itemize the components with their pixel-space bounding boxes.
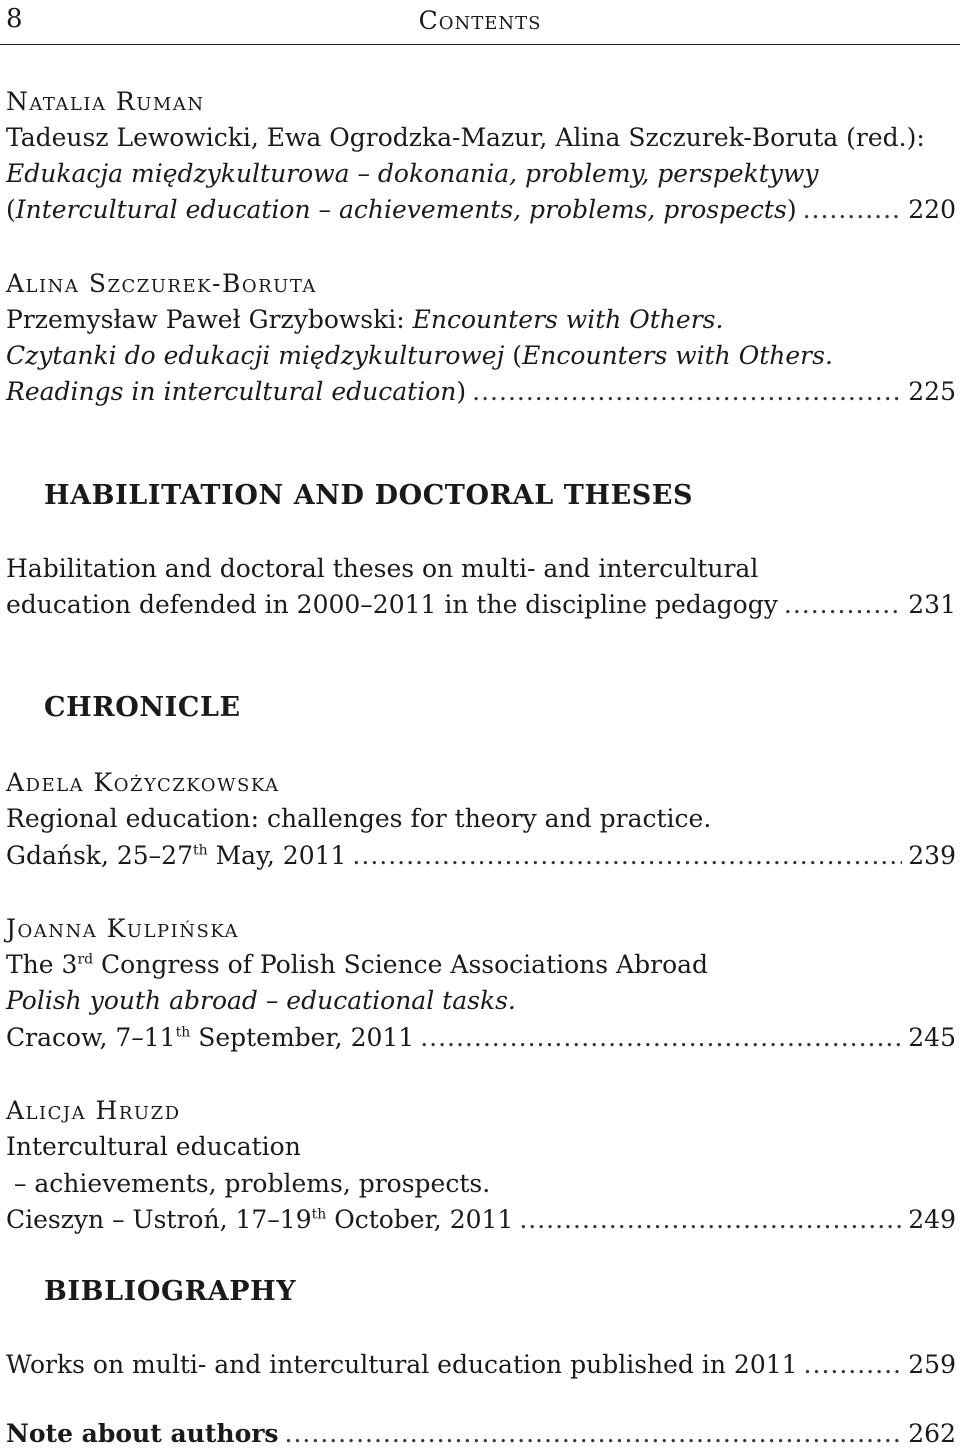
title-part: ( bbox=[504, 341, 523, 370]
translated-title: Intercultural education – achievements, problems, prospects bbox=[15, 195, 787, 224]
title-part: The 3 bbox=[6, 950, 78, 979]
toc-author: Adela Kożyczkowska bbox=[6, 768, 280, 797]
toc-title-text bbox=[6, 1020, 414, 1056]
running-head: Contents bbox=[418, 6, 542, 35]
toc-entry-last-line[interactable] bbox=[6, 192, 956, 228]
toc-title-line bbox=[6, 947, 956, 983]
page-ref: 262 bbox=[908, 1419, 956, 1448]
title-part: Cracow, 7–11 bbox=[6, 1023, 176, 1052]
dot-leader bbox=[804, 1347, 903, 1383]
section-heading-habilitation: HABILITATION AND DOCTORAL THESES bbox=[44, 480, 694, 511]
toc-title-text bbox=[6, 1202, 513, 1238]
ordinal-suffix: rd bbox=[77, 951, 94, 968]
title-part: Przemysław Paweł Grzybowski: bbox=[6, 305, 413, 334]
toc-title-line: Polish youth abroad – educational tasks. bbox=[6, 986, 516, 1015]
toc-title-line: Tadeusz Lewowicki, Ewa Ogrodzka-Mazur, Alina Szczurek-Boruta (red.): bbox=[6, 123, 925, 152]
title-part: Congress of Polish Science Associations Abroad bbox=[93, 950, 709, 979]
title-part: Czytanki do edukacji międzykulturowej bbox=[6, 341, 505, 370]
paren-close: ) bbox=[456, 377, 467, 406]
title-part: May, 2011 bbox=[207, 841, 347, 870]
ordinal-suffix: th bbox=[192, 842, 208, 859]
paren-open: ( bbox=[6, 195, 16, 224]
toc-entry-last-line[interactable] bbox=[6, 1347, 956, 1383]
toc-entry-last-line[interactable] bbox=[6, 374, 956, 410]
dot-leader bbox=[519, 1202, 902, 1238]
toc-author: Joanna Kulpińska bbox=[6, 914, 240, 943]
dot-leader bbox=[784, 587, 902, 623]
toc-entry-note-about-authors[interactable] bbox=[6, 1416, 956, 1452]
dot-leader bbox=[420, 1020, 902, 1056]
toc-author: Alina Szczurek-Boruta bbox=[6, 269, 317, 298]
header-rule bbox=[0, 44, 960, 45]
section-heading-chronicle: CHRONICLE bbox=[44, 692, 241, 723]
toc-title-line: Edukacja międzykulturowa – dokonania, problemy, perspektywy bbox=[6, 159, 819, 188]
dot-leader bbox=[803, 192, 903, 228]
page-ref: 231 bbox=[908, 590, 956, 619]
ordinal-suffix: th bbox=[311, 1206, 327, 1223]
toc-title-text bbox=[6, 374, 466, 410]
page-ref: 239 bbox=[908, 841, 956, 870]
page-number: 8 bbox=[6, 4, 23, 34]
title-part: Gdańsk, 25–27 bbox=[6, 841, 193, 870]
title-part: September, 2011 bbox=[190, 1023, 415, 1052]
toc-title-text: Note about authors bbox=[6, 1419, 279, 1448]
toc-title-line: Regional education: challenges for theory and practice. bbox=[6, 804, 712, 833]
toc-author: Alicja Hruzd bbox=[6, 1096, 181, 1125]
paren-close: ) bbox=[786, 195, 797, 224]
ordinal-suffix: th bbox=[175, 1024, 191, 1041]
section-heading-bibliography: BIBLIOGRAPHY bbox=[44, 1276, 297, 1307]
toc-title-line: – achievements, problems, prospects. bbox=[6, 1169, 491, 1198]
toc-title-text: education defended in 2000–2011 in the discipline pedagogy bbox=[6, 590, 778, 619]
toc-title-line: Intercultural education bbox=[6, 1132, 301, 1161]
page-ref: 259 bbox=[908, 1350, 956, 1379]
title-part: October, 2011 bbox=[326, 1205, 514, 1234]
title-part: Encounters with Others. bbox=[522, 341, 833, 370]
page-ref: 225 bbox=[908, 377, 956, 406]
toc-author: Natalia Ruman bbox=[6, 87, 205, 116]
toc-title-text bbox=[6, 192, 797, 228]
toc-title-line bbox=[6, 338, 956, 374]
toc-title-line bbox=[6, 302, 956, 338]
title-part: Cieszyn – Ustroń, 17–19 bbox=[6, 1205, 312, 1234]
dot-leader bbox=[472, 374, 902, 410]
toc-title-text: Works on multi- and intercultural education published in 2011 bbox=[6, 1350, 798, 1379]
page-ref: 220 bbox=[908, 195, 956, 224]
toc-entry-last-line[interactable] bbox=[6, 587, 956, 623]
toc-entry-last-line[interactable] bbox=[6, 1202, 956, 1238]
dot-leader bbox=[352, 838, 902, 874]
page-ref: 249 bbox=[908, 1205, 956, 1234]
toc-title-text bbox=[6, 838, 346, 874]
page-ref: 245 bbox=[908, 1023, 956, 1052]
title-part: Encounters with Others. bbox=[412, 305, 724, 334]
dot-leader bbox=[285, 1416, 903, 1452]
toc-title-line: Habilitation and doctoral theses on multi- and intercultural bbox=[6, 554, 759, 583]
toc-entry-last-line[interactable] bbox=[6, 1020, 956, 1056]
toc-entry-last-line[interactable] bbox=[6, 838, 956, 874]
translated-title: Readings in intercultural education bbox=[6, 377, 457, 406]
